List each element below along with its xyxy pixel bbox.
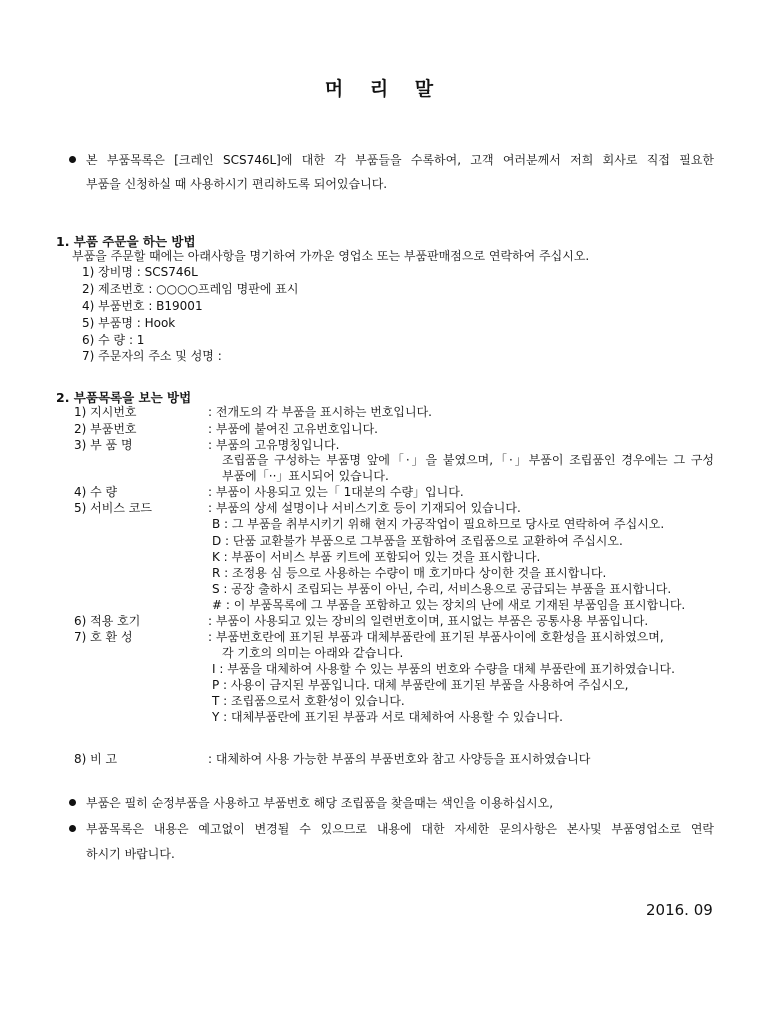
service-code-s: S : 공장 출하시 조립되는 부품이 아닌, 수리, 서비스용으로 공급되는 부품을 표시합니다.	[212, 582, 672, 596]
section2-item-label: 4) 수 량	[74, 485, 118, 499]
service-code-k: K : 부품이 서비스 부품 키트에 포함되어 있는 것을 표시합니다.	[212, 550, 541, 564]
section2-item-label: 8) 비 고	[74, 752, 118, 766]
section2-item-label: 7) 호 환 성	[74, 630, 133, 644]
section1-item: 7) 주문자의 주소 및 성명 :	[82, 349, 222, 363]
intro-line-2: 부품을 신청하실 때 사용하시기 편리하도록 되어있습니다.	[86, 177, 388, 191]
section1-item: 5) 부품명 : Hook	[82, 316, 176, 330]
section1-item: 2) 제조번호 : ○○○○프레임 명판에 표시	[82, 282, 299, 296]
compat-code-i: I : 부품을 대체하여 사용할 수 있는 부품의 번호와 수량을 대체 부품란에 표기하였습니다.	[212, 662, 675, 676]
compat-code-p: P : 사용이 금지된 부품입니다. 대체 부품란에 표기된 부품을 사용하여 주십시오,	[212, 678, 629, 692]
section2-item-label: 6) 적용 호기	[74, 614, 141, 628]
note-1: 부품은 필히 순정부품을 사용하고 부품번호 해당 조립품을 찾을때는 색인을 이용하십시오,	[86, 796, 554, 810]
section2-item-desc: 부품에「··」표시되어 있습니다.	[222, 469, 389, 483]
section1-item: 1) 장비명 : SCS746L	[82, 265, 198, 279]
service-code-r: R : 조정용 심 등으로 사용하는 수량이 매 호기마다 상이한 것을 표시합니다.	[212, 566, 607, 580]
intro-line-1: 본 부품목록은 [크레인 SCS746L]에 대한 각 부품들을 수록하여, 고객 여러분께서 저희 회사로 직접 필요한	[86, 153, 714, 167]
section2-item-desc: : 부품이 사용되고 있는 장비의 일련번호이며, 표시없는 부품은 공통사용 부품입니다.	[208, 614, 649, 628]
section2-item-label: 2) 부품번호	[74, 422, 137, 436]
section2-item-label: 5) 서비스 코드	[74, 501, 152, 515]
section2-item-desc: 조립품을 구성하는 부품명 앞에「·」을 붙였으며,「·」부품이 조립품인 경우에는 그 구성	[222, 453, 714, 467]
section2-item-desc: : 부품번호란에 표기된 부품과 대체부품란에 표기된 부품사이에 호환성을 표시하였으며,	[208, 630, 664, 644]
section2-heading: 2. 부품목록을 보는 방법	[56, 390, 192, 405]
section2-item-desc: : 부품의 고유명칭입니다.	[208, 438, 340, 452]
service-code-hash: # : 이 부품목록에 그 부품을 포함하고 있는 장치의 난에 새로 기재된 부품임을 표시합니다.	[212, 598, 686, 612]
compat-code-t: T : 조립품으로서 호환성이 있습니다.	[212, 694, 405, 708]
section2-item-desc: 각 기호의 의미는 아래와 같습니다.	[222, 646, 404, 660]
bullet-icon	[69, 825, 76, 832]
section2-item-desc: : 전개도의 각 부품을 표시하는 번호입니다.	[208, 405, 432, 419]
section2-item-label: 3) 부 품 명	[74, 438, 133, 452]
page-title: 머 리 말	[324, 78, 444, 100]
section1-desc: 부품을 주문할 때에는 아래사항을 명기하여 가까운 영업소 또는 부품판매점으로 연락하여 주십시오.	[72, 249, 590, 263]
note-2-line-2: 하시기 바랍니다.	[86, 847, 175, 861]
publication-date: 2016. 09	[646, 901, 713, 919]
bullet-icon	[69, 799, 76, 806]
section2-item-desc: : 대체하여 사용 가능한 부품의 부품번호와 참고 사양등을 표시하였습니다	[208, 752, 591, 766]
service-code-d: D : 단품 교환불가 부품으로 그부품을 포함하여 조립품으로 교환하여 주십시오.	[212, 534, 623, 548]
compat-code-y: Y : 대체부품란에 표기된 부품과 서로 대체하여 사용할 수 있습니다.	[212, 710, 563, 724]
bullet-icon	[69, 156, 76, 163]
section1-item: 4) 부품번호 : B19001	[82, 299, 203, 313]
note-2-line-1: 부품목록은 내용은 예고없이 변경될 수 있으므로 내용에 대한 자세한 문의사항은 본사및 부품영업소로 연락	[86, 822, 714, 836]
section2-item-label: 1) 지시번호	[74, 405, 137, 419]
section2-item-desc: : 부품의 상세 설명이나 서비스기호 등이 기재되어 있습니다.	[208, 501, 521, 515]
section2-item-desc: : 부품에 붙여진 고유번호입니다.	[208, 422, 378, 436]
section1-heading: 1. 부품 주문을 하는 방법	[56, 234, 196, 249]
section1-item: 6) 수 량 : 1	[82, 333, 145, 347]
section2-item-desc: : 부품이 사용되고 있는「 1대분의 수량」입니다.	[208, 485, 464, 499]
service-code-b: B : 그 부품을 취부시키기 위해 현지 가공작업이 필요하므로 당사로 연락하여 주십시오.	[212, 517, 665, 531]
